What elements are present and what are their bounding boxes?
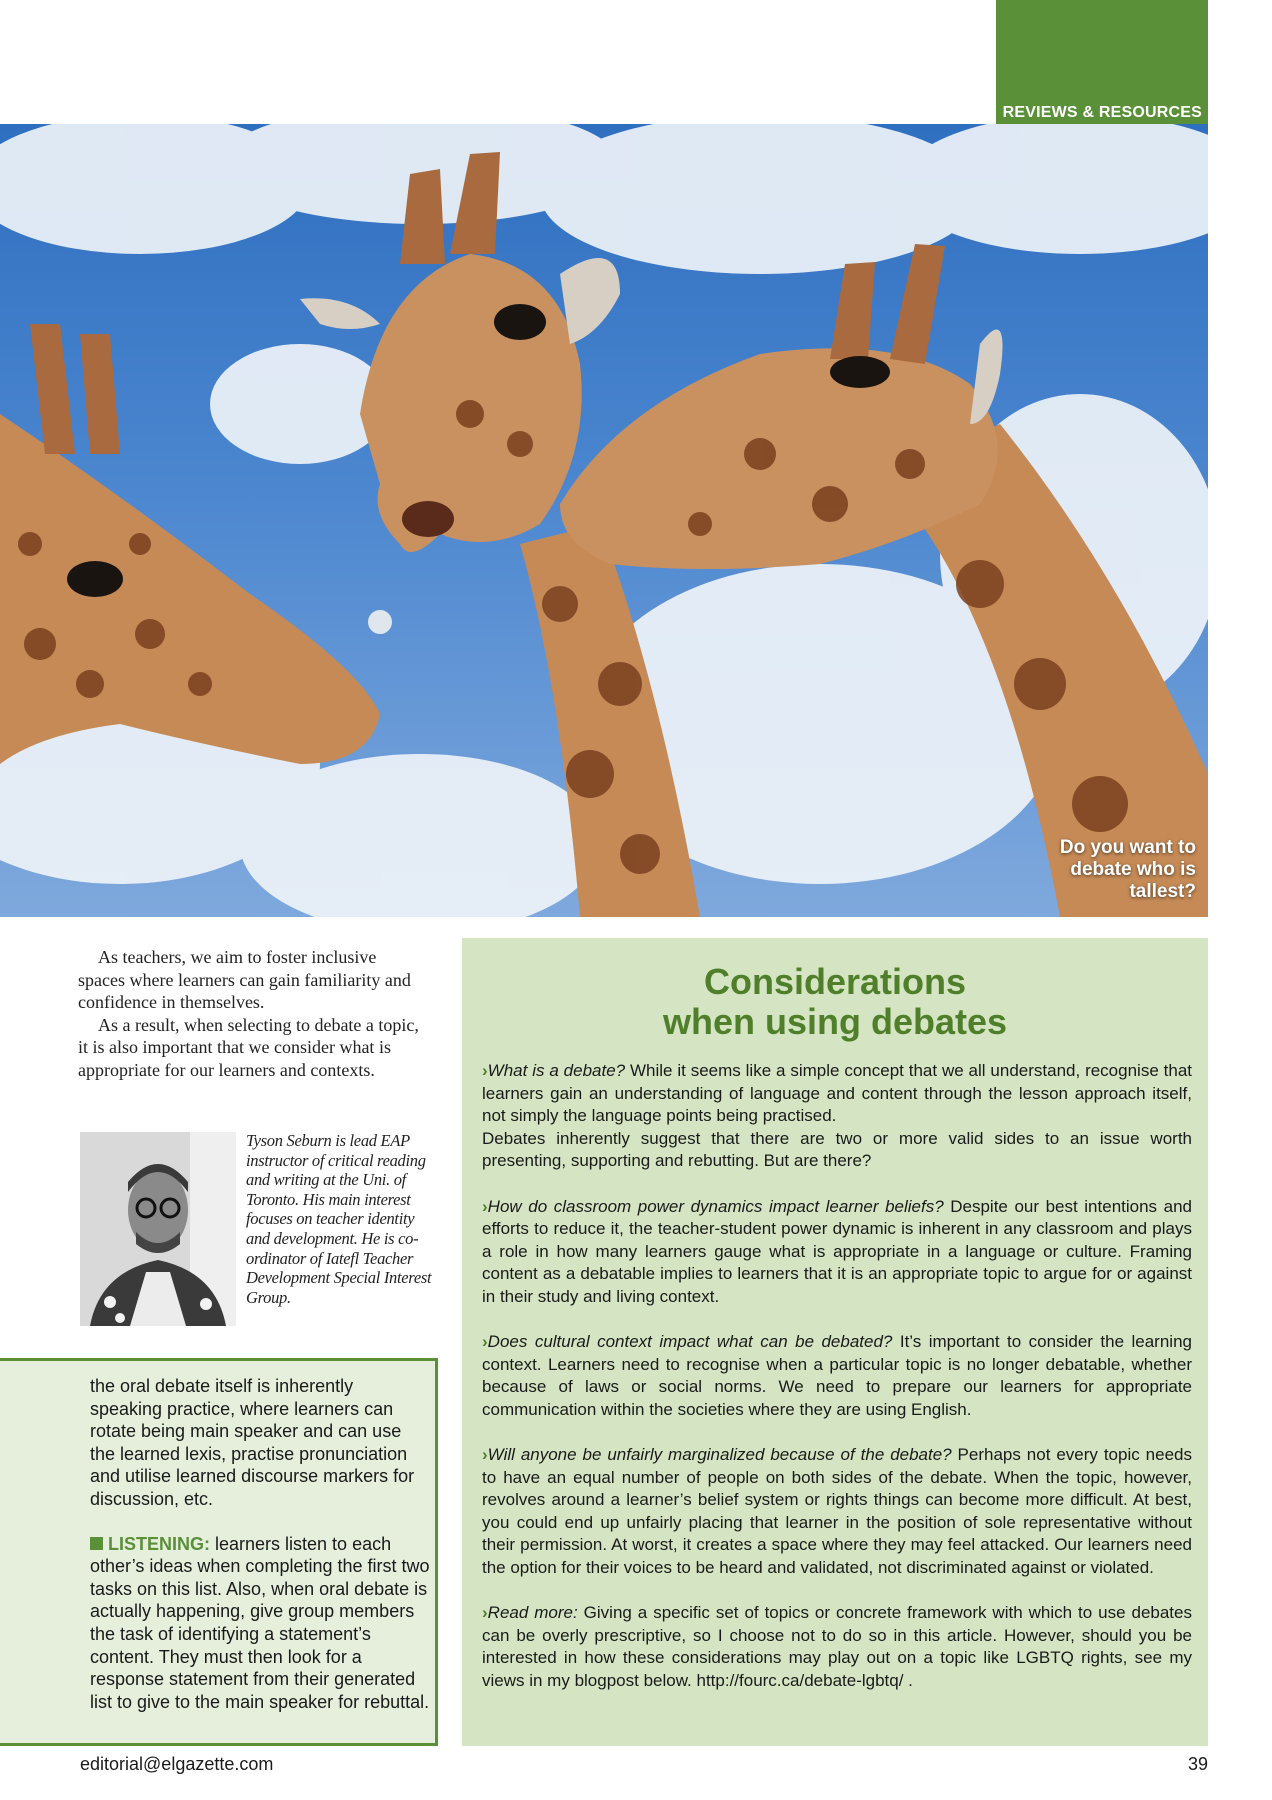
author-bio: Tyson Seburn is lead EAP instructor of critical reading and writing at the Uni. of Toronto. His main interest focuses on teacher identity and development. He is co-ordinator of Iatefl Teacher Development Special Interest Group. <box>246 1131 432 1307</box>
chevron-right-icon: › <box>482 1445 488 1465</box>
consideration-text: Despite our best intentions and efforts to reduce it, the teacher-student power dynamic is inherent in any classroom and plays a role in how many learners gauge what is appropriate in a language or culture. Framing content as a debatable implies to learners that it is an appropriate topic to argue for or against in their study and living context. <box>482 1196 1192 1306</box>
consideration-item: Debates inherently suggest that there are two or more valid sides to an issue worth presenting, supporting and rebutting. But are there? <box>482 1128 1192 1171</box>
giraffes-illustration <box>0 124 1208 917</box>
listening-label: LISTENING: <box>108 1533 210 1554</box>
consideration-text: It’s important to consider the learning context. Learners need to recognise when a particular topic is no longer debatable, whether because of laws or social norms. We need to prepare our learners for appropriate communication within the societies where they are using English. <box>482 1332 1192 1419</box>
title-line-1: Considerations <box>703 961 967 1002</box>
considerations-box <box>462 938 1208 1746</box>
considerations-title <box>462 962 1208 1042</box>
consideration-question: Does cultural context impact what can be debated? <box>487 1332 893 1352</box>
intro-paragraph: As a result, when selecting to debate a topic, it is also important that we consider what is appropriate for our learners and contexts. <box>78 1014 419 1080</box>
title-line-2: when using debates <box>662 1001 1008 1042</box>
considerations-body <box>482 1060 1192 1715</box>
section-label: REVIEWS & RESOURCES <box>1002 104 1202 121</box>
chevron-right-icon: › <box>482 1061 488 1080</box>
consideration-text: Giving a specific set of topics or concrete framework with which to use debates can be overly prescriptive, so I choose not to do so in this article. However, should you be interested in how these considerations may play out on a topic like LGBTQ rights, see my views in my blogpost below. http://fourc.ca/debate-lgbtq/ . <box>482 1603 1192 1691</box>
section-tab <box>996 0 1208 124</box>
consideration-item <box>482 1444 1192 1580</box>
consideration-question: Will anyone be unfairly marginalized because of the debate? <box>487 1445 952 1465</box>
photo-caption: Do you want to debate who is tallest? <box>1059 837 1196 902</box>
intro-paragraph: As teachers, we aim to foster inclusive spaces where learners can gain familiarity and confidence in themselves. <box>78 947 411 1012</box>
consideration-item <box>482 1060 1192 1128</box>
consideration-text: Perhaps not every topic needs to have an equal number of people on both sides of the debate. When the topic, however, revolves around a learner’s belief system or rights things can become more difficult. At best, you could end up unfairly placing that learner in the position of sole representative without their permission. At worst, it creates a space where they may feel attacked. Our learners need the option for their voices to be heard and validated, not discriminated against or violated. <box>482 1445 1192 1578</box>
consideration-item <box>482 1196 1192 1309</box>
author-photo <box>80 1132 236 1326</box>
chevron-right-icon: › <box>482 1196 488 1216</box>
consideration-item <box>482 1602 1192 1692</box>
consideration-question: How do classroom power dynamics impact learner beliefs? <box>487 1196 944 1216</box>
consideration-item <box>482 1331 1192 1421</box>
consideration-text: While it seems like a simple concept that we all understand, recognise that learners gain an understanding of language and content through the lesson approach itself, not simply the language points being practised. <box>482 1061 1192 1126</box>
hero-photo <box>0 124 1208 917</box>
square-bullet-icon <box>90 1537 103 1550</box>
consideration-question: Read more: <box>487 1603 578 1623</box>
listening-paragraph <box>90 1533 430 1714</box>
chevron-right-icon: › <box>482 1332 488 1352</box>
chevron-right-icon: › <box>482 1603 488 1623</box>
author-portrait-icon <box>80 1132 236 1326</box>
consideration-question: What is a debate? <box>487 1061 626 1080</box>
listening-text: learners listen to each other’s ideas when completing the first two tasks on this list. Also, when oral debate is actually happening, give group members the task of identifying a statement’s content. They must then look for a response statement from their generated list to give to the main speaker for rebuttal. <box>90 1533 430 1712</box>
continued-tasks-box <box>0 1358 438 1746</box>
footer-email: editorial@elgazette.com <box>80 1754 274 1774</box>
page-number: 39 <box>1187 1754 1208 1774</box>
intro-text <box>78 946 426 1081</box>
speaking-paragraph: the oral debate itself is inherently speaking practice, where learners can rotate being main speaker and can use the learned lexis, practise pronunciation and utilise learned discourse markers for discussion, etc. <box>90 1376 415 1509</box>
